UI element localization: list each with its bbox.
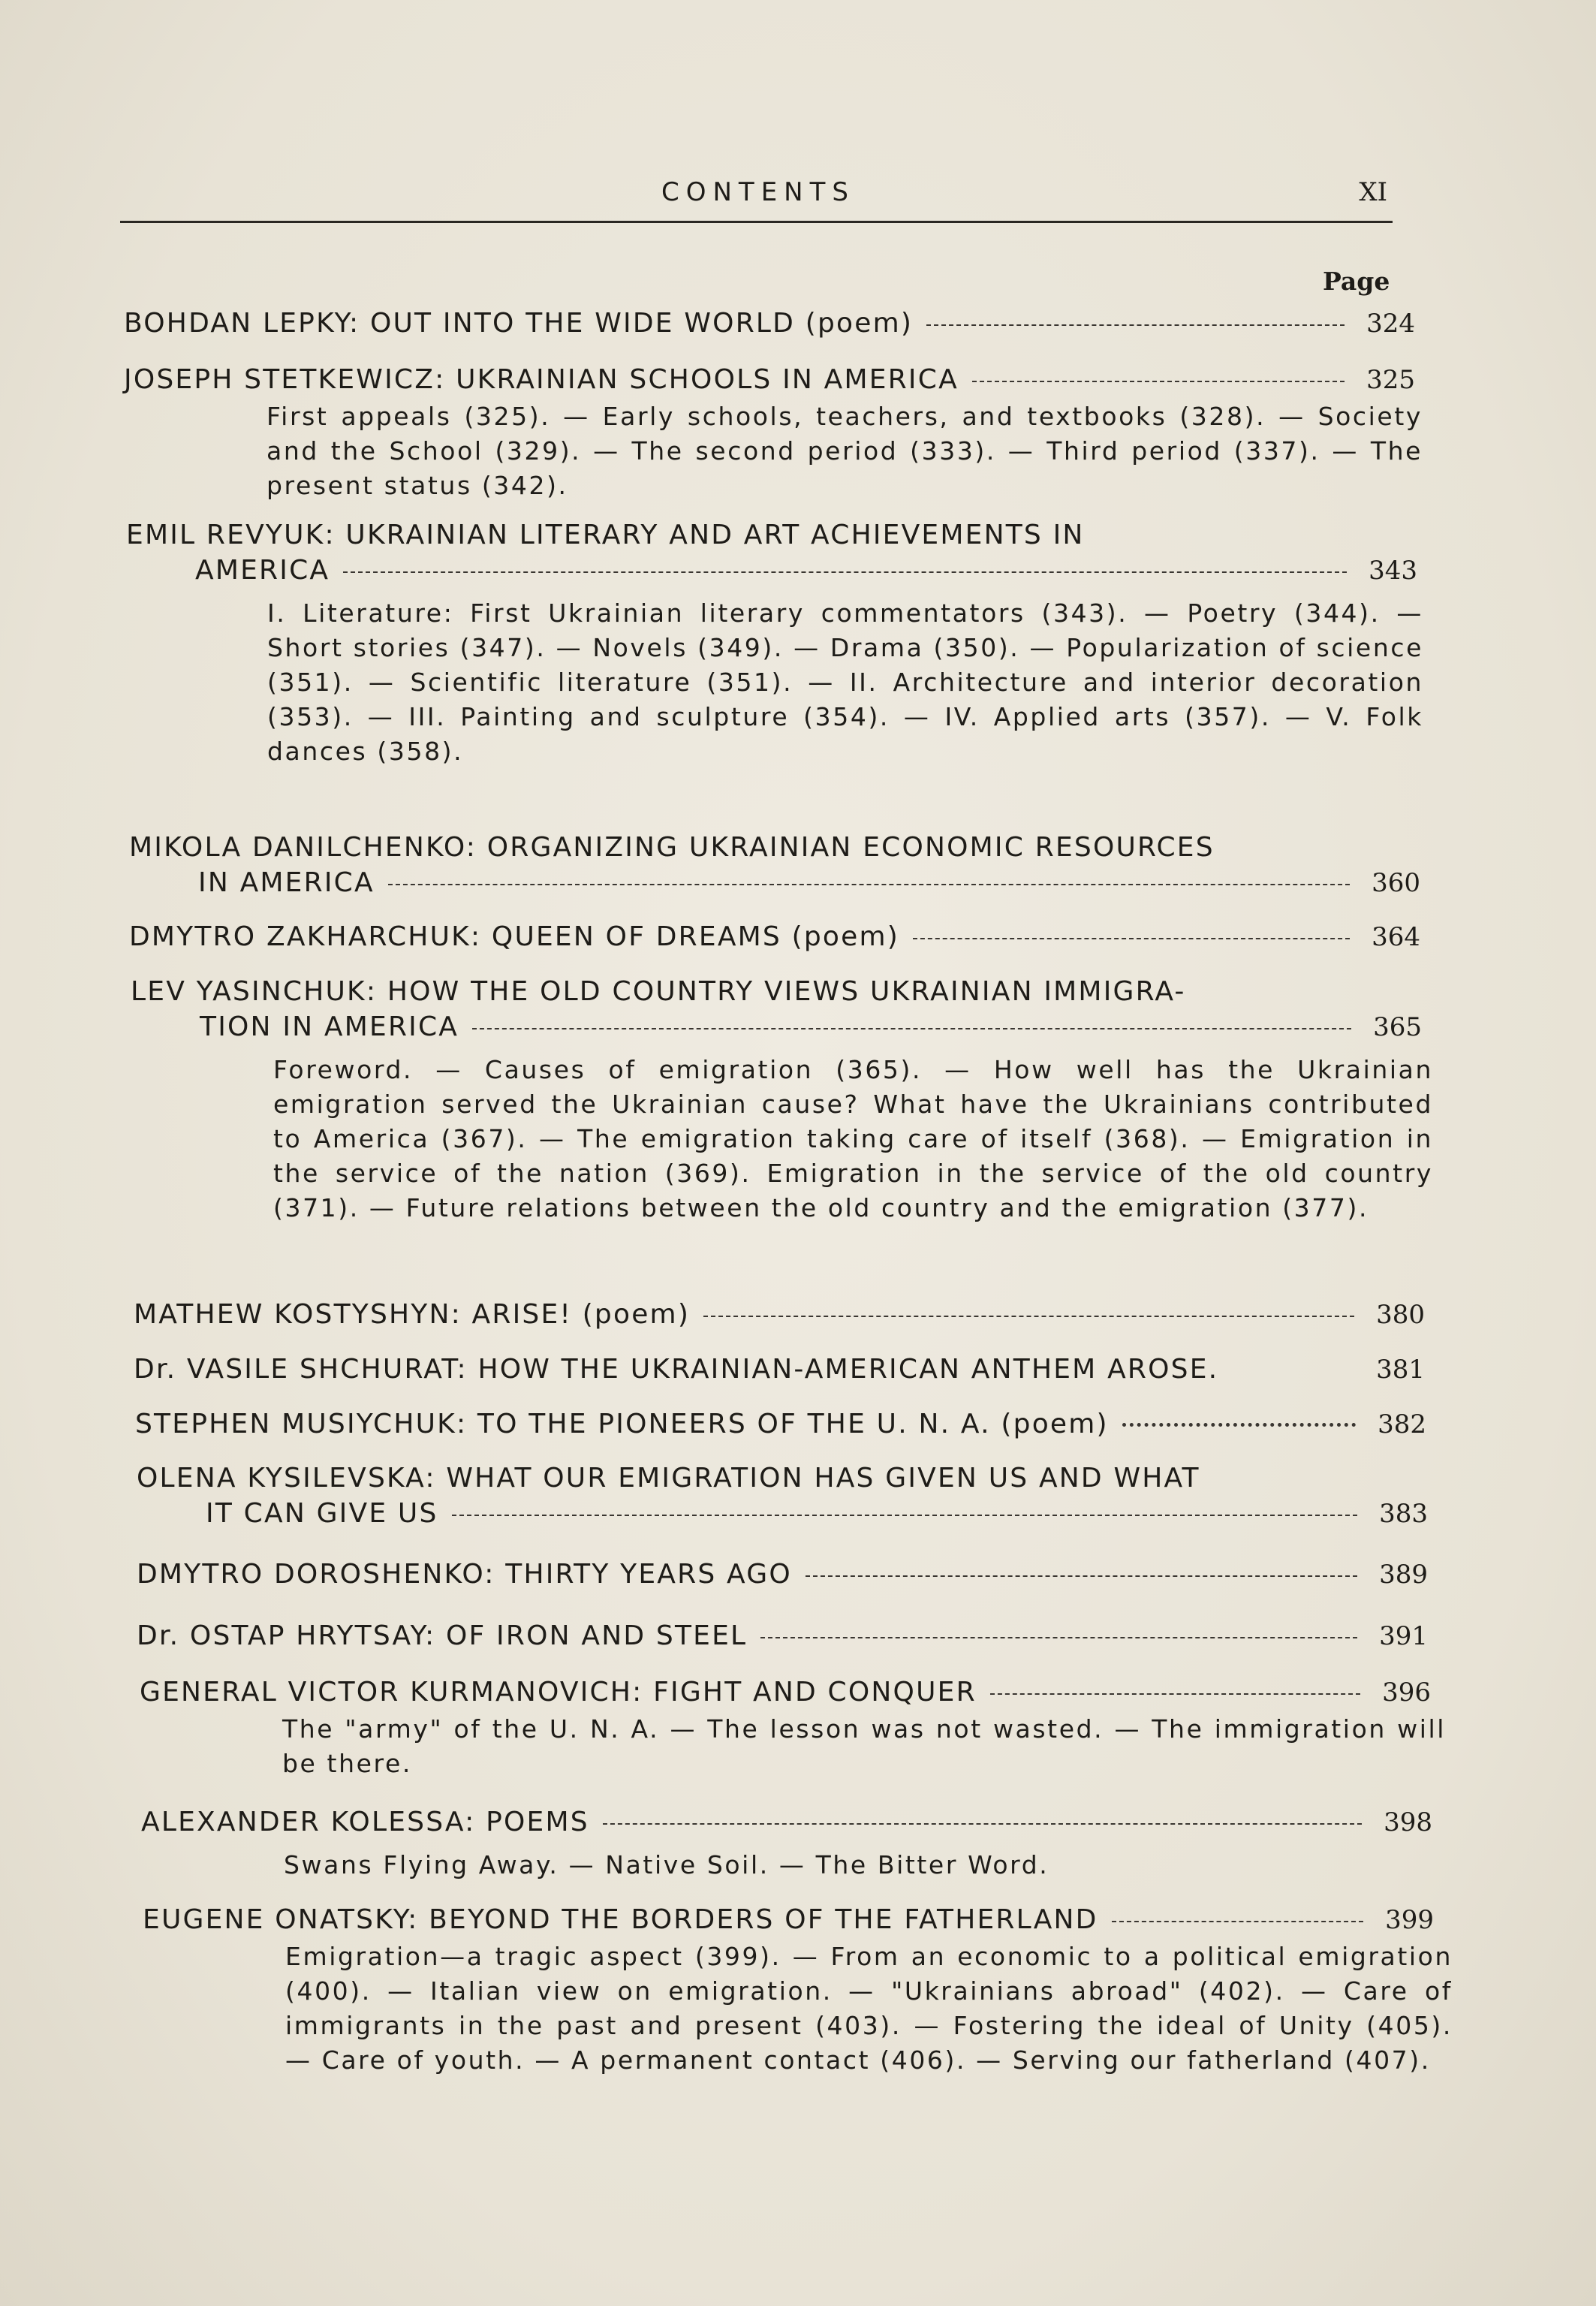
- toc-entry: [135, 1406, 1426, 1442]
- toc-entry: [137, 1557, 1428, 1593]
- toc-entry: [143, 1902, 1453, 2078]
- toc-entry: [134, 1352, 1425, 1388]
- entry-description: Swans Flying Away. — Native Soil. — The Bitter Word.: [284, 1850, 1049, 1879]
- entry-page-number: 325: [1366, 365, 1415, 395]
- toc-entry: [131, 974, 1433, 1225]
- entry-page-number: 365: [1373, 1012, 1422, 1042]
- page-folio: XI: [1359, 177, 1387, 207]
- entry-description: The "army" of the U. N. A. — The lesson was not wasted. — The immigration will be there.: [282, 1714, 1446, 1778]
- entry-description: Foreword. — Causes of emigration (365). — How well has the Ukrainian emigration served the Ukrainian cause? What have the Ukrainians contributed to America (367). — The emigration taking care of itself (368). — Emigration in the service of the nation (369). Emigration in the service of the old country (371). — Future relations between the old country and the emigration (377).: [273, 1055, 1433, 1222]
- entry-title: EUGENE ONATSKY: BEYOND THE BORDERS OF THE FATHERLAND: [143, 1904, 1098, 1935]
- page-column-label: Page: [1323, 267, 1390, 296]
- leader-dots: [1122, 1423, 1356, 1427]
- toc-entry: [126, 517, 1423, 769]
- leader-line: [760, 1637, 1357, 1638]
- entry-title: ALEXANDER KOLESSA: POEMS: [141, 1807, 589, 1837]
- entry-title-continued: IN AMERICA: [198, 867, 375, 898]
- leader-line: [1112, 1921, 1363, 1922]
- toc-entry: [140, 1674, 1446, 1781]
- leader-line: [343, 571, 1347, 573]
- leader-line: [388, 884, 1350, 885]
- entry-description: I. Literature: First Ukrainian literary commentators (343). — Poetry (344). — Short stories (347). — Novels (349). — Drama (350). — Popularization of science (351). — Scientific literature (351). — II. Architecture and interior decoration (353). — III. Painting and sculpture (354). — IV. Applied arts (357). — V. Folk dances (358).: [267, 598, 1423, 766]
- entry-page-number: 360: [1372, 868, 1420, 898]
- entry-title: GENERAL VICTOR KURMANOVICH: FIGHT AND CONQUER: [140, 1677, 977, 1708]
- entry-title-continued: AMERICA: [195, 555, 330, 586]
- entry-title: DMYTRO ZAKHARCHUK: QUEEN OF DREAMS (poem): [129, 921, 899, 952]
- toc-entry: [134, 1297, 1425, 1333]
- leader-line: [913, 938, 1350, 939]
- entry-page-number: 389: [1379, 1560, 1428, 1590]
- header-rule: [120, 221, 1393, 223]
- entry-description: First appeals (325). — Early schools, teachers, and textbooks (328). — Society and the School (329). — The second period (333). — Third period (337). — The present status (342).: [267, 402, 1423, 500]
- entry-title: MIKOLA DANILCHENKO: ORGANIZING UKRAINIAN ECONOMIC RESOURCES: [129, 832, 1215, 863]
- toc-entry: [137, 1618, 1428, 1654]
- entry-title: JOSEPH STETKEWICZ: UKRAINIAN SCHOOLS IN AMERICA: [124, 364, 959, 395]
- leader-line: [972, 381, 1345, 382]
- entry-title: BOHDAN LEPKY: OUT INTO THE WIDE WORLD (poem): [124, 308, 914, 339]
- entry-title: OLENA KYSILEVSKA: WHAT OUR EMIGRATION HAS GIVEN US AND WHAT: [137, 1463, 1200, 1494]
- entry-title: MATHEW KOSTYSHYN: ARISE! (poem): [134, 1299, 691, 1330]
- entry-page-number: 343: [1369, 556, 1417, 586]
- leader-line: [603, 1823, 1362, 1825]
- running-head-title: CONTENTS: [661, 177, 855, 207]
- leader-line: [472, 1028, 1351, 1029]
- entry-page-number: 399: [1385, 1905, 1434, 1935]
- entry-title: STEPHEN MUSIYCHUK: TO THE PIONEERS OF THE U. N. A. (poem): [135, 1409, 1109, 1439]
- entry-title-continued: TION IN AMERICA: [200, 1011, 459, 1042]
- leader-line: [452, 1515, 1357, 1516]
- entry-title: LEV YASINCHUK: HOW THE OLD COUNTRY VIEWS UKRAINIAN IMMIGRA-: [131, 976, 1186, 1007]
- toc-entry: [141, 1804, 1432, 1882]
- entry-page-number: 382: [1378, 1409, 1426, 1439]
- entry-title: Dr. OSTAP HRYTSAY: OF IRON AND STEEL: [137, 1620, 748, 1651]
- leader-line: [806, 1575, 1357, 1577]
- entry-page-number: 380: [1376, 1300, 1425, 1330]
- leader-line: [990, 1693, 1360, 1695]
- entry-page-number: 383: [1379, 1499, 1428, 1529]
- toc-entry: [137, 1460, 1428, 1532]
- entry-page-number: 396: [1382, 1678, 1431, 1708]
- entry-description: Emigration—a tragic aspect (399). — From an economic to a political emigration (400). — Italian view on emigration. — "Ukrainians abroad" (402). — Care of immigrants in the past and present (403). — Fostering the ideal of Unity (405). — Care of youth. — A permanent contact (406). — Serving our fatherland (407).: [285, 1942, 1453, 2075]
- toc-entry: [129, 830, 1420, 901]
- entry-page-number: 391: [1379, 1621, 1428, 1651]
- toc-entry: [129, 919, 1420, 955]
- entry-page-number: 364: [1372, 922, 1420, 952]
- entry-title: EMIL REVYUK: UKRAINIAN LITERARY AND ART ACHIEVEMENTS IN: [126, 520, 1085, 550]
- leader-line: [703, 1316, 1354, 1317]
- entry-title-continued: IT CAN GIVE US: [206, 1498, 438, 1529]
- entry-page-number: 324: [1366, 309, 1415, 339]
- toc-entry: [124, 306, 1415, 342]
- entry-page-number: 398: [1384, 1807, 1432, 1837]
- entry-page-number: 381: [1376, 1355, 1425, 1385]
- entry-title: Dr. VASILE SHCHURAT: HOW THE UKRAINIAN-AMERICAN ANTHEM AROSE.: [134, 1354, 1219, 1385]
- leader-line: [926, 324, 1345, 326]
- toc-entry: [124, 362, 1423, 503]
- running-head: [120, 171, 1396, 216]
- entry-title: DMYTRO DOROSHENKO: THIRTY YEARS AGO: [137, 1559, 792, 1590]
